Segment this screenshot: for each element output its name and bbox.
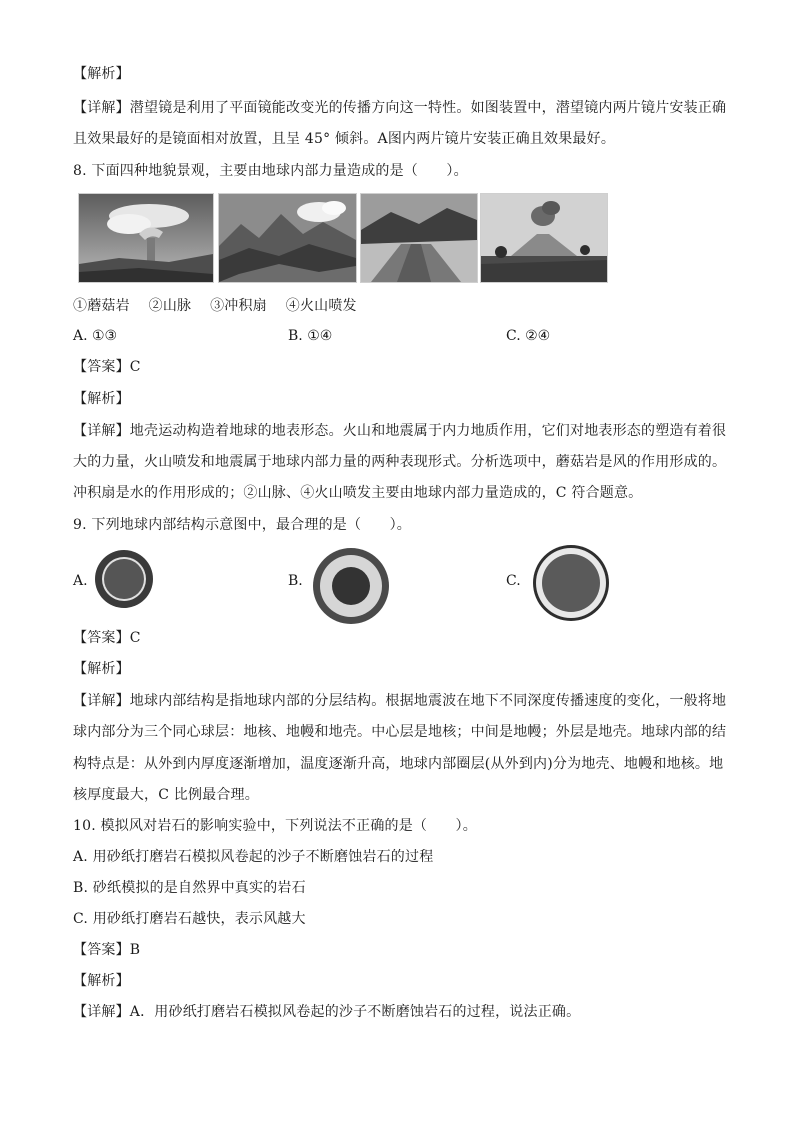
q9-option-b-label[interactable]: B. [288,573,303,589]
q8-option-a[interactable]: A. ①③ [73,328,118,344]
q9-answer: 【答案】C [73,630,141,646]
q8-detail-line: 冲积扇是水的作用形成的；②山脉、④火山喷发主要由地球内部力量造成的，C 符合题意。 [73,485,643,501]
q8-analysis-heading: 【解析】 [73,391,130,407]
q8-option-c[interactable]: C. ②④ [506,328,551,344]
volcano-eruption-photo [480,193,608,283]
q10-answer: 【答案】B [73,942,141,958]
analysis-heading: 【解析】 [73,66,130,82]
q10-option-a[interactable]: A. 用砂纸打磨岩石模拟风卷起的沙子不断磨蚀岩石的过程 [73,849,434,865]
question-9-stem: 9. 下列地球内部结构示意图中，最合理的是（ ）。 [73,517,412,533]
q9-detail-line: 【详解】地球内部结构是指地球内部的分层结构。根据地震波在地下不同深度传播速度的变化，一般将地 [73,693,727,709]
detail-line: 且效果最好的是镜面相对放置，且呈 45° 倾斜。A图内两片镜片安装正确且效果最好。 [73,131,616,147]
q8-detail-line: 大的力量，火山喷发和地震属于地球内部力量的两种表现形式。分析选项中，蘑菇岩是风的作用形成的。 [73,454,727,470]
q10-option-b[interactable]: B. 砂纸模拟的是自然界中真实的岩石 [73,880,306,896]
q8-answer: 【答案】C [73,359,141,375]
q8-detail-line: 【详解】地壳运动构造着地球的地表形态。火山和地震属于内力地质作用，它们对地表形态的塑造有着很 [73,423,727,439]
mountain-range-photo [218,193,357,283]
q10-analysis-heading: 【解析】 [73,973,130,989]
detail-line: 【详解】潜望镜是利用了平面镜能改变光的传播方向这一特性。如图装置中，潜望镜内两片镜片安装正确 [73,100,727,116]
q9-diagram-a[interactable] [95,550,153,608]
q9-diagram-b[interactable] [313,548,389,624]
q10-detail-line: 【详解】A．用砂纸打磨岩石模拟风卷起的沙子不断磨蚀岩石的过程，说法正确。 [73,1004,581,1020]
q9-option-c-label[interactable]: C. [506,573,521,589]
question-8-stem: 8. 下面四种地貌景观，主要由地球内部力量造成的是（ ）。 [73,163,468,179]
q9-option-a-label[interactable]: A. [73,573,88,589]
q9-analysis-heading: 【解析】 [73,661,130,677]
q9-detail-line: 球内部分为三个同心球层：地核、地幔和地壳。中心层是地核；中间是地幔；外层是地壳。地球内部的结 [73,724,727,740]
q9-detail-line: 构特点是：从外到内厚度逐渐增加，温度逐渐升高，地球内部圈层(从外到内)分为地壳、地幔和地核。地 [73,756,724,772]
q10-option-c[interactable]: C. 用砂纸打磨岩石越快，表示风越大 [73,911,306,927]
q8-option-b[interactable]: B. ①④ [288,328,333,344]
mushroom-rock-photo [78,193,214,283]
q9-detail-line: 核厚度最大，C 比例最合理。 [73,787,259,803]
question-10-stem: 10. 模拟风对岩石的影响实验中，下列说法不正确的是（ ）。 [73,818,477,834]
q9-diagram-c[interactable] [533,545,609,621]
question-8-items: ①蘑菇岩 ②山脉 ③冲积扇 ④火山喷发 [73,298,357,314]
alluvial-fan-photo [360,193,478,283]
